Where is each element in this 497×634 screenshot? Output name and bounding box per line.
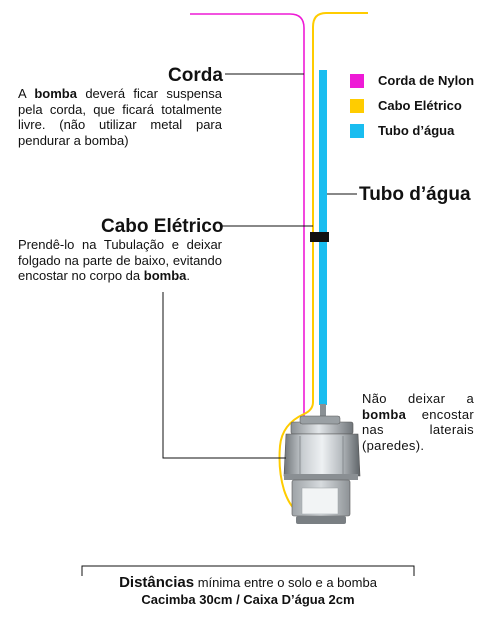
legend-swatch-tube	[350, 124, 364, 138]
corda-text-rest: deverá ficar suspensa pela corda, que ficará totalmente livre. (não utilizar metal para pendurar a bomba)	[18, 86, 222, 148]
legend-label-cable: Cabo Elétrico	[378, 98, 462, 113]
tubo-title: Tubo d’água	[359, 184, 471, 205]
legend-item-tube	[350, 123, 454, 138]
note-bold: bomba	[362, 406, 407, 422]
legend-item-cable	[350, 98, 462, 113]
corda-text-prefix: A	[18, 86, 35, 101]
legend-item-nylon	[350, 73, 474, 88]
cabo-title: Cabo Elétrico	[101, 216, 224, 237]
cabo-description	[18, 237, 222, 284]
cabo-text-end: .	[186, 268, 190, 283]
footer-line-2: Cacimba 30cm / Caixa D’água 2cm	[141, 592, 355, 607]
corda-text-bold: bomba	[34, 86, 77, 101]
pump-note	[362, 391, 474, 453]
footer-subtitle: mínima entre o solo e a bomba	[194, 575, 377, 590]
footer	[82, 574, 414, 607]
pump	[284, 416, 360, 524]
cable-clamp	[310, 232, 329, 242]
corda-title: Corda	[168, 65, 223, 86]
footer-title: Distâncias	[119, 574, 195, 591]
pump-leader-line	[163, 292, 286, 458]
cabo-text-bold: bomba	[143, 268, 187, 283]
legend-swatch-nylon	[350, 74, 364, 88]
corda-description	[18, 86, 222, 148]
legend-swatch-cable	[350, 99, 364, 113]
legend-label-nylon: Corda de Nylon	[378, 73, 475, 88]
legend-label-tube: Tubo d’água	[378, 123, 455, 138]
footer-line-1	[82, 574, 414, 591]
note-rest: encostar nas laterais (paredes).	[362, 406, 474, 453]
note-prefix: Não deixar a	[362, 391, 474, 406]
cabo-text-main: Prendê-lo na Tubulação e deixar folgado na parte de baixo, evitando encostar no corpo da	[18, 237, 222, 283]
